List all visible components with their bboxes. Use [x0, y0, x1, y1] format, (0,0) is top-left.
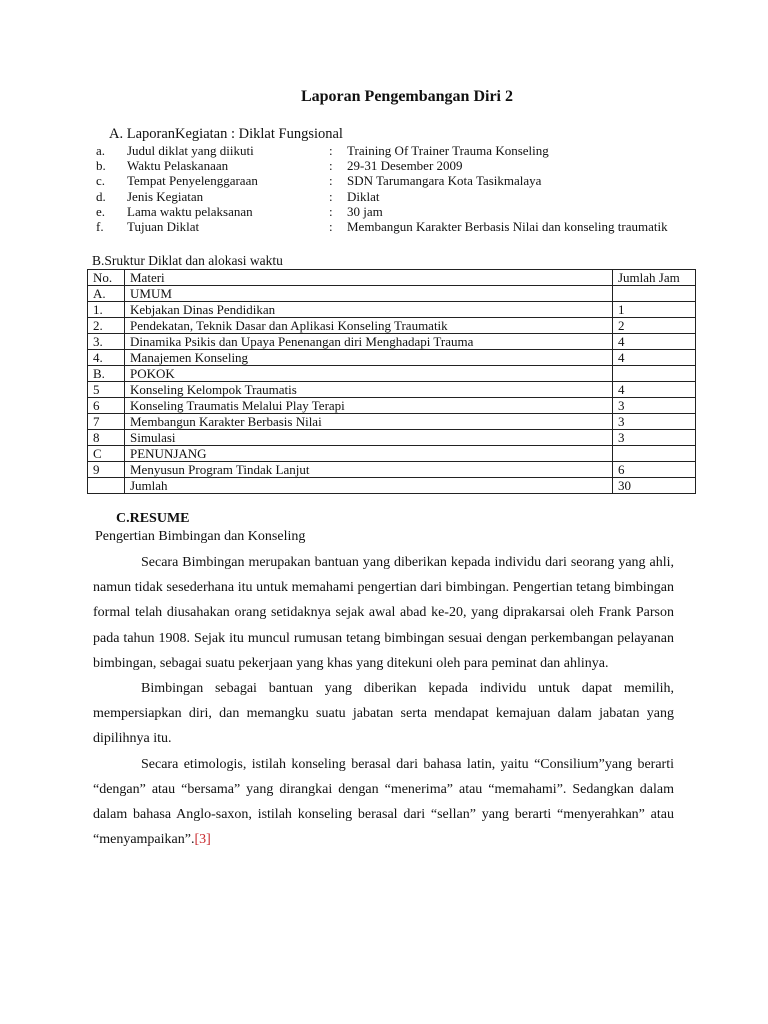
detail-row [96, 204, 668, 219]
section-c-subheading: Pengertian Bimbingan dan Konseling [95, 529, 306, 544]
cell-no: 2. [88, 318, 125, 334]
resume-body [93, 550, 674, 852]
table-row [88, 430, 696, 446]
paragraph [93, 752, 674, 853]
detail-label: Jenis Kegiatan [127, 188, 204, 204]
cell-no: 4. [88, 350, 125, 366]
detail-colon: : [329, 219, 333, 235]
table-row [88, 414, 696, 430]
detail-letter: b. [96, 158, 106, 174]
cell-jam: 4 [613, 382, 696, 398]
detail-row [96, 189, 668, 204]
cell-materi: Konseling Kelompok Traumatis [125, 382, 613, 398]
header-jumlah-jam: Jumlah Jam [613, 270, 696, 286]
cell-no: B. [88, 366, 125, 382]
cell-no: 8 [88, 430, 125, 446]
section-c-heading: C.RESUME [116, 511, 190, 526]
detail-letter: a. [96, 143, 106, 158]
table-row [88, 462, 696, 478]
detail-colon: : [329, 203, 333, 219]
section-a-heading: A. LaporanKegiatan : Diklat Fungsional [109, 126, 343, 142]
paragraph: Secara Bimbingan merupakan bantuan yang diberikan kepada individu dari seorang yang ahli, namun tidak sesederhana itu untuk memahami pengertian dari bimbingan. Pengertian tetang bimbingan formal telah diusahakan orang setidaknya sejak awal abad ke-20, yang diprakarsai oleh Frank Parson pada tahun 1908. Sejak itu muncul rumusan tetang bimbingan sesuai dengan perkembangan pelayanan bimbingan, sebagai suatu pekerjaan yang khas yang ditekuni oleh para peminat dan ahlinya. [93, 555, 674, 671]
cell-jam: 3 [613, 398, 696, 414]
cell-materi: Manajemen Konseling [125, 350, 613, 366]
cell-jam: 1 [613, 302, 696, 318]
paragraph-text: Secara etimologis, istilah konseling berasal dari bahasa latin, yaitu “Consilium”yang berarti “dengan” atau “bersama” yang dirangkai dengan “menerima” atau “memahami”. Sedangkan dalam dalam bahasa Anglo-saxon, istilah konseling berasal dari “sellan” yang berarti “menyerahkan” atau “menyampaikan”. [93, 756, 674, 848]
table-row [88, 286, 696, 302]
cell-materi: PENUNJANG [125, 446, 613, 462]
cell-materi: POKOK [125, 366, 613, 382]
table-row [88, 382, 696, 398]
header-materi: Materi [125, 270, 613, 286]
detail-value: Training Of Trainer Trauma Konseling [347, 143, 549, 158]
cell-jam [613, 286, 696, 302]
detail-colon: : [329, 188, 333, 204]
cell-jam: 30 [613, 478, 696, 494]
cell-no: 1. [88, 302, 125, 318]
cell-no: 5 [88, 382, 125, 398]
detail-label: Tujuan Diklat [127, 219, 200, 235]
detail-letter: c. [96, 173, 106, 189]
cell-materi: Membangun Karakter Berbasis Nilai [125, 414, 613, 430]
cell-no: 6 [88, 398, 125, 414]
cell-no [88, 478, 125, 494]
cell-no: 3. [88, 334, 125, 350]
table-row [88, 446, 696, 462]
detail-value: Membangun Karakter Berbasis Nilai dan konseling traumatik [347, 219, 668, 235]
table-row [88, 302, 696, 318]
detail-value: 29-31 Desember 2009 [347, 158, 463, 174]
detail-colon: : [329, 173, 333, 189]
cell-jam [613, 366, 696, 382]
detail-label: Judul diklat yang diikuti [127, 143, 254, 158]
training-structure-table [87, 269, 696, 494]
table-row [88, 334, 696, 350]
section-b-heading: B.Sruktur Diklat dan alokasi waktu [92, 253, 283, 268]
detail-value: SDN Tarumangara Kota Tasikmalaya [347, 173, 542, 189]
detail-label: Tempat Penyelenggaraan [127, 173, 258, 189]
cell-no: C [88, 446, 125, 462]
cell-materi: Menyusun Program Tindak Lanjut [125, 462, 613, 478]
paragraph: Bimbingan sebagai bantuan yang diberikan kepada individu untuk dapat memilih, mempersiapkan diri, dan memangku suatu jabatan serta mendapat kemajuan dalam jabatan yang dipilihnya itu. [93, 681, 674, 747]
detail-colon: : [329, 143, 333, 158]
activity-details [96, 143, 668, 234]
cell-materi: UMUM [125, 286, 613, 302]
table-row [88, 398, 696, 414]
cell-jam: 3 [613, 430, 696, 446]
detail-label: Waktu Pelaskanaan [127, 158, 229, 174]
table-header-row [88, 270, 696, 286]
cell-jam: 3 [613, 414, 696, 430]
cell-no: 9 [88, 462, 125, 478]
table-row [88, 366, 696, 382]
table-row [88, 318, 696, 334]
cell-materi: Jumlah [125, 478, 613, 494]
cell-materi: Kebjakan Dinas Pendidikan [125, 302, 613, 318]
detail-row [96, 173, 668, 188]
cell-materi: Pendekatan, Teknik Dasar dan Aplikasi Konseling Traumatik [125, 318, 613, 334]
header-no: No. [88, 270, 125, 286]
detail-value: 30 jam [347, 203, 383, 219]
cell-jam: 4 [613, 334, 696, 350]
detail-label: Lama waktu pelaksanan [127, 203, 253, 219]
detail-row [96, 143, 668, 158]
cell-no: A. [88, 286, 125, 302]
citation-link[interactable]: [3] [194, 832, 211, 848]
detail-colon: : [329, 158, 333, 174]
detail-value: Diklat [347, 188, 380, 204]
detail-letter: e. [96, 203, 106, 219]
detail-row [96, 158, 668, 173]
cell-jam: 4 [613, 350, 696, 366]
cell-no: 7 [88, 414, 125, 430]
cell-materi: Dinamika Psikis dan Upaya Penenangan diri Menghadapi Trauma [125, 334, 613, 350]
page-title: Laporan Pengembangan Diri 2 [300, 88, 513, 105]
detail-row [96, 219, 668, 234]
cell-jam [613, 446, 696, 462]
cell-materi: Konseling Traumatis Melalui Play Terapi [125, 398, 613, 414]
table-total-row [88, 478, 696, 494]
cell-jam: 6 [613, 462, 696, 478]
cell-jam: 2 [613, 318, 696, 334]
cell-materi: Simulasi [125, 430, 613, 446]
detail-letter: f. [96, 219, 104, 235]
detail-letter: d. [96, 188, 106, 204]
table-row [88, 350, 696, 366]
